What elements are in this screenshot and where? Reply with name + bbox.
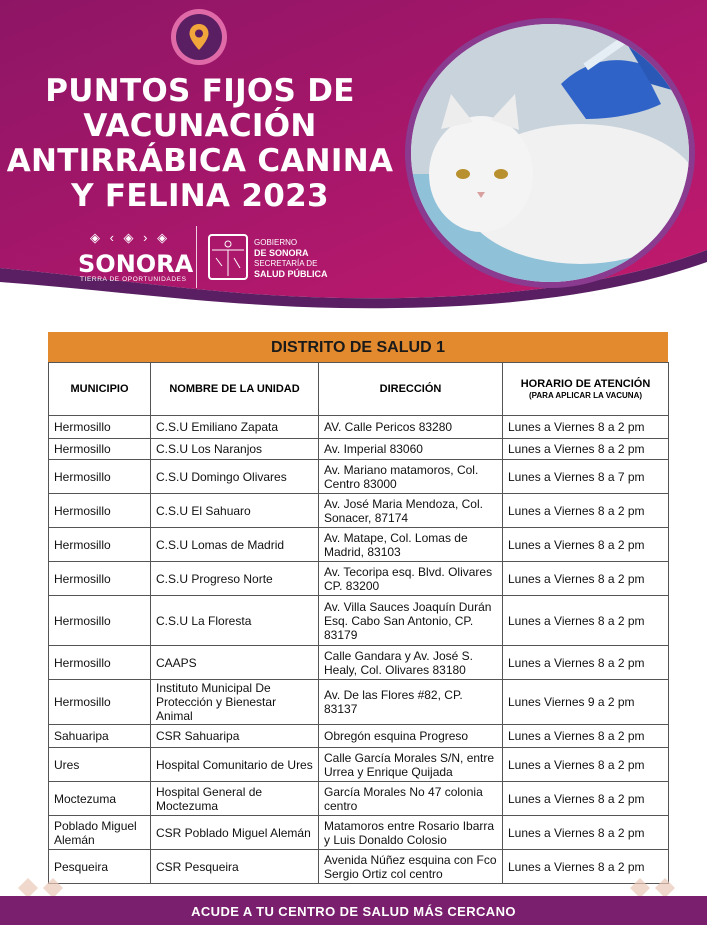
gov-line-bold: SALUD PÚBLICA: [254, 269, 328, 279]
logos-area: [78, 226, 338, 290]
table-row: [49, 782, 669, 816]
gov-line: GOBIERNO: [254, 238, 298, 247]
cell-unidad: CSR Pesqueira: [151, 850, 319, 884]
cell-unidad: C.S.U Lomas de Madrid: [151, 528, 319, 562]
cell-municipio: Hermosillo: [49, 494, 151, 528]
cell-horario: Lunes a Viernes 8 a 2 pm: [503, 725, 669, 748]
cell-direccion: Calle Gandara y Av. José S. Healy, Col. Olivares 83180: [319, 646, 503, 680]
cell-horario: Lunes a Viernes 8 a 2 pm: [503, 748, 669, 782]
table-row: [49, 416, 669, 439]
cell-horario: Lunes a Viernes 8 a 2 pm: [503, 596, 669, 646]
table-row: [49, 494, 669, 528]
col-header-municipio: MUNICIPIO: [49, 363, 151, 416]
sonora-pattern-icon: ◈ ‹ ◈ › ◈: [90, 230, 171, 245]
cat-vaccination-photo: [405, 18, 695, 288]
table-row: [49, 850, 669, 884]
cell-unidad: Hospital Comunitario de Ures: [151, 748, 319, 782]
title-line: VACUNACIÓN: [83, 108, 317, 144]
cell-municipio: Hermosillo: [49, 596, 151, 646]
gov-line: [254, 248, 328, 259]
col-header-direccion: DIRECCIÓN: [319, 363, 503, 416]
cell-direccion: Av. Tecoripa esq. Blvd. Olivares CP. 83200: [319, 562, 503, 596]
cell-direccion: Av. Mariano matamoros, Col. Centro 83000: [319, 460, 503, 494]
state-crest-icon: [208, 234, 248, 280]
cell-municipio: Moctezuma: [49, 782, 151, 816]
header-banner: [0, 0, 707, 320]
table-row: [49, 528, 669, 562]
table-row: [49, 816, 669, 850]
cell-unidad: CSR Sahuaripa: [151, 725, 319, 748]
table-row: [49, 748, 669, 782]
cell-unidad: Instituto Municipal De Protección y Bienestar Animal: [151, 680, 319, 725]
col-header-horario: [503, 363, 669, 416]
cell-municipio: Hermosillo: [49, 416, 151, 439]
cell-municipio: Sahuaripa: [49, 725, 151, 748]
footer-pattern-right-icon: [620, 878, 680, 898]
table-header-row: [49, 363, 669, 416]
cell-direccion: Av. Imperial 83060: [319, 439, 503, 460]
cell-unidad: CSR Poblado Miguel Alemán: [151, 816, 319, 850]
gov-line: SECRETARÍA DE: [254, 259, 318, 268]
table-row: [49, 439, 669, 460]
gov-line-bold: DE SONORA: [254, 248, 309, 258]
cell-unidad: C.S.U Domingo Olivares: [151, 460, 319, 494]
table-row: [49, 596, 669, 646]
title-line: PUNTOS FIJOS DE: [45, 73, 355, 109]
table-row: [49, 460, 669, 494]
cell-municipio: Hermosillo: [49, 528, 151, 562]
cell-horario: Lunes a Viernes 8 a 2 pm: [503, 816, 669, 850]
cell-unidad: C.S.U Los Naranjos: [151, 439, 319, 460]
cell-horario: Lunes Viernes 9 a 2 pm: [503, 680, 669, 725]
vaccination-points-table: [48, 332, 668, 884]
cell-municipio: Hermosillo: [49, 646, 151, 680]
cell-unidad: C.S.U Emiliano Zapata: [151, 416, 319, 439]
logo-divider: [196, 226, 197, 288]
cell-municipio: Pesqueira: [49, 850, 151, 884]
cell-horario: Lunes a Viernes 8 a 2 pm: [503, 439, 669, 460]
footer-pattern-left-icon: [8, 878, 68, 898]
cell-direccion: Calle García Morales S/N, entre Urrea y Enrique Quijada: [319, 748, 503, 782]
cell-horario: Lunes a Viernes 8 a 2 pm: [503, 850, 669, 884]
cell-municipio: Hermosillo: [49, 439, 151, 460]
cell-direccion: Av. José Maria Mendoza, Col. Sonacer, 87174: [319, 494, 503, 528]
cell-municipio: Hermosillo: [49, 562, 151, 596]
cell-horario: Lunes a Viernes 8 a 2 pm: [503, 494, 669, 528]
cell-direccion: García Morales No 47 colonia centro: [319, 782, 503, 816]
col-header-horario-label: HORARIO DE ATENCIÓN: [520, 378, 651, 390]
sonora-tagline: TIERRA DE OPORTUNIDADES: [80, 276, 187, 283]
gov-line: [254, 269, 328, 280]
cell-direccion: Av. De las Flores #82, CP. 83137: [319, 680, 503, 725]
cell-unidad: CAAPS: [151, 646, 319, 680]
cell-municipio: Poblado Miguel Alemán: [49, 816, 151, 850]
cell-horario: Lunes a Viernes 8 a 2 pm: [503, 782, 669, 816]
cell-unidad: C.S.U El Sahuaro: [151, 494, 319, 528]
cell-municipio: Ures: [49, 748, 151, 782]
schedule-table: [48, 362, 669, 884]
cell-horario: Lunes a Viernes 8 a 2 pm: [503, 562, 669, 596]
cell-direccion: AV. Calle Pericos 83280: [319, 416, 503, 439]
table-row: [49, 562, 669, 596]
cell-direccion: Obregón esquina Progreso: [319, 725, 503, 748]
sonora-logo: SONORA: [78, 250, 194, 278]
cell-unidad: Hospital General de Moctezuma: [151, 782, 319, 816]
col-header-horario-sub: (PARA APLICAR LA VACUNA): [528, 391, 643, 400]
district-header: DISTRITO DE SALUD 1: [48, 332, 668, 362]
cell-direccion: Matamoros entre Rosario Ibarra y Luis Donaldo Colosio: [319, 816, 503, 850]
table-row: [49, 725, 669, 748]
footer-banner: ACUDE A TU CENTRO DE SALUD MÁS CERCANO: [0, 896, 707, 925]
government-label: [254, 238, 328, 280]
cell-municipio: Hermosillo: [49, 460, 151, 494]
location-pin-icon: [176, 14, 222, 60]
cell-horario: Lunes a Viernes 8 a 7 pm: [503, 460, 669, 494]
table-row: [49, 680, 669, 725]
cell-direccion: Avenida Núñez esquina con Fco Sergio Ortiz col centro: [319, 850, 503, 884]
cell-horario: Lunes a Viernes 8 a 2 pm: [503, 528, 669, 562]
cell-direccion: Av. Villa Sauces Joaquín Durán Esq. Cabo San Antonio, CP. 83179: [319, 596, 503, 646]
page-title: [0, 74, 400, 214]
cell-horario: Lunes a Viernes 8 a 2 pm: [503, 646, 669, 680]
cell-direccion: Av. Matape, Col. Lomas de Madrid, 83103: [319, 528, 503, 562]
title-line: Y FELINA 2023: [71, 178, 329, 214]
cell-unidad: C.S.U La Floresta: [151, 596, 319, 646]
cell-municipio: Hermosillo: [49, 680, 151, 725]
col-header-unidad: NOMBRE DE LA UNIDAD: [151, 363, 319, 416]
cell-horario: Lunes a Viernes 8 a 2 pm: [503, 416, 669, 439]
title-line: ANTIRRÁBICA CANINA: [6, 143, 394, 179]
table-row: [49, 646, 669, 680]
cell-unidad: C.S.U Progreso Norte: [151, 562, 319, 596]
